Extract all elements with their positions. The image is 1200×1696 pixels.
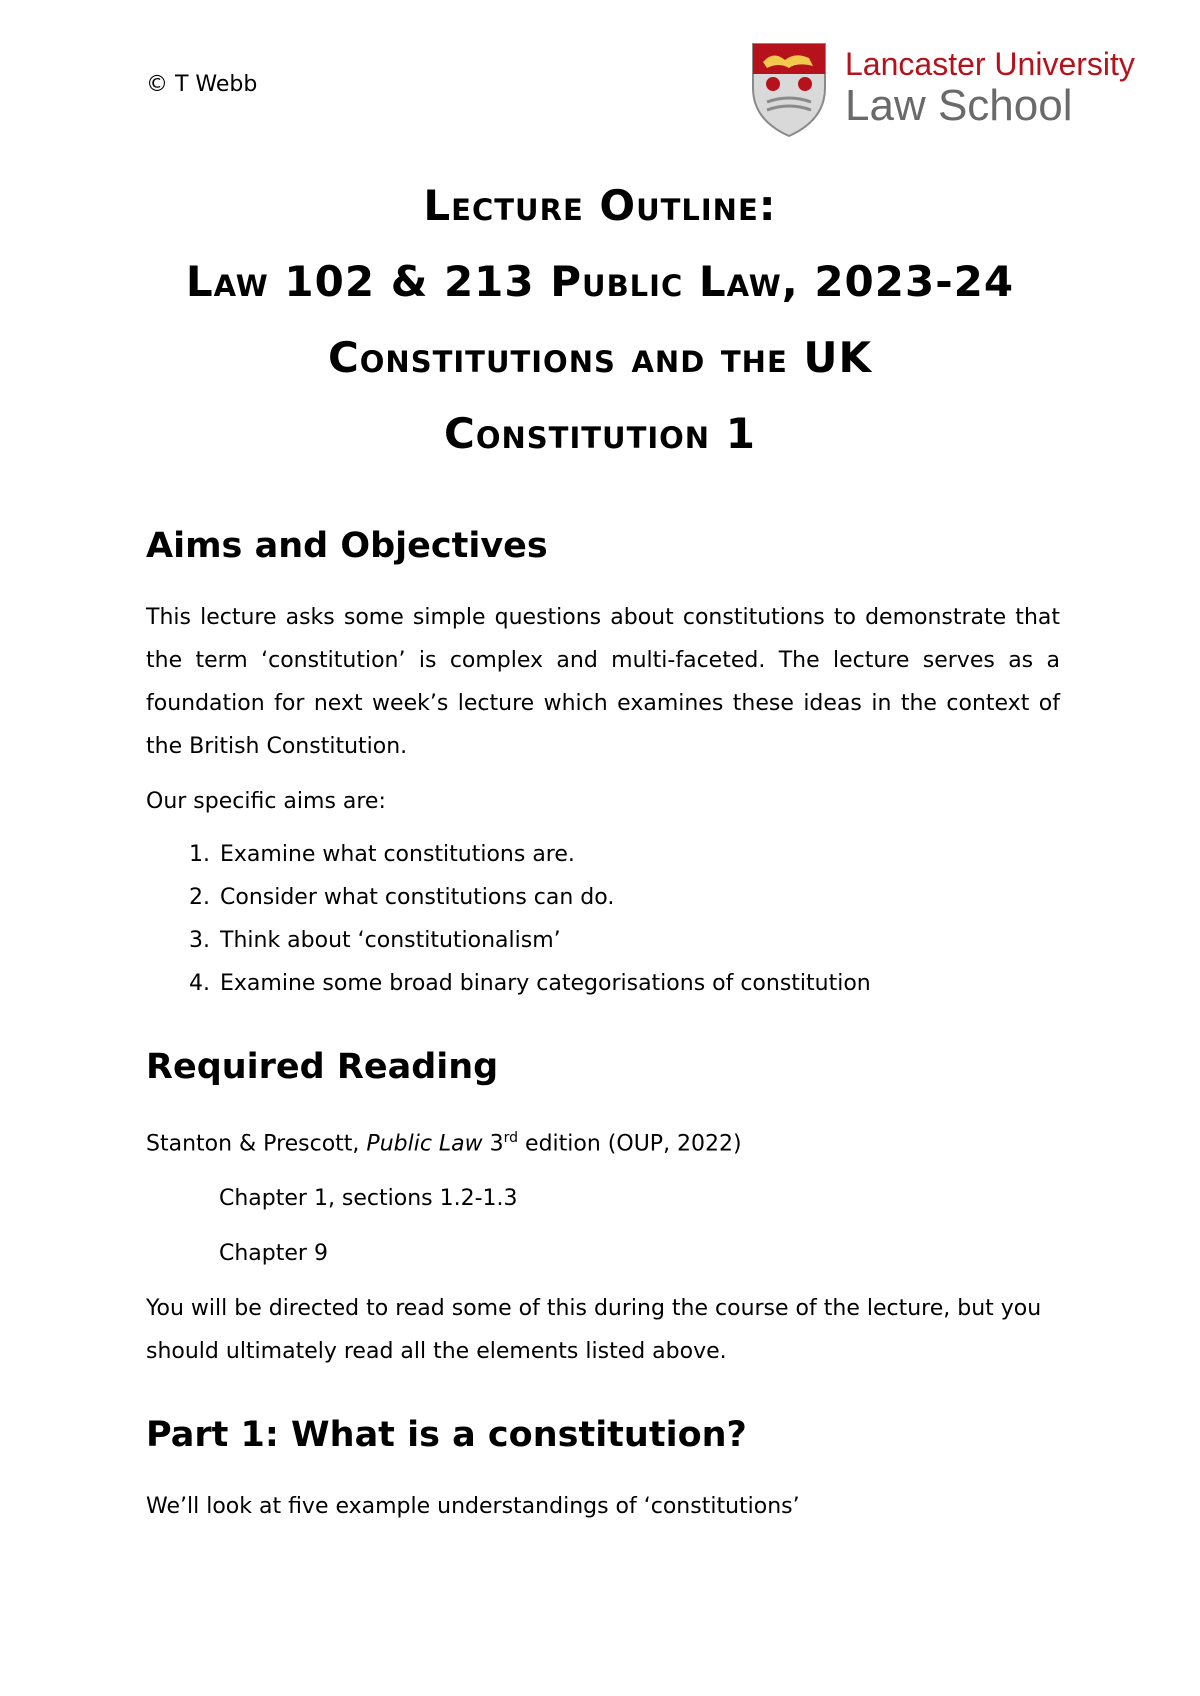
aims-intro: Our specific aims are: — [146, 789, 386, 814]
list-number: 2. — [189, 885, 210, 910]
title-line-2: Law 102 & 213 Public Law, 2023-24 — [185, 257, 1015, 306]
copyright-notice: © T Webb — [146, 72, 258, 97]
reading-chapter-9: Chapter 9 — [219, 1241, 328, 1267]
list-item — [146, 876, 1060, 919]
part1-heading: Part 1: What is a constitution? — [146, 1415, 747, 1456]
title-line-1: Lecture Outline: — [423, 181, 777, 230]
logo-university-name: Lancaster University — [845, 46, 1135, 82]
list-number: 3. — [189, 928, 210, 953]
list-item — [146, 833, 1060, 876]
document-title — [0, 178, 1200, 482]
reading-citation — [146, 1117, 1060, 1165]
crest-icon — [749, 40, 829, 140]
logo-school-name: Law School — [845, 81, 1073, 130]
citation-edition-suffix: rd — [503, 1130, 519, 1146]
title-line-4: Constitution 1 — [444, 409, 756, 458]
part1-intro: We’ll look at five example understandings of ‘constitutions’ — [146, 1494, 800, 1520]
aims-heading: Aims and Objectives — [146, 526, 548, 566]
citation-edition-number: 3 — [482, 1131, 504, 1157]
aims-paragraph: This lecture asks some simple questions about constitutions to demonstrate that the term ‘constitution’ is complex and multi-faceted. The lecture serves as a foundation for next week’s lecture which examines these ideas in the context of the British Constitution. — [146, 605, 1060, 759]
university-logo — [749, 40, 1135, 140]
citation-authors: Stanton & Prescott, — [146, 1131, 367, 1157]
citation-publisher: edition (OUP, 2022) — [518, 1131, 742, 1157]
reading-chapter-1: Chapter 1, sections 1.2-1.3 — [219, 1186, 518, 1212]
list-text: Examine what constitutions are. — [220, 842, 575, 867]
list-item — [146, 962, 1060, 1005]
reading-note: You will be directed to read some of this during the course of the lecture, but you should ultimately read all the elements listed above. — [146, 1296, 1042, 1365]
list-item — [146, 919, 1060, 962]
list-text: Consider what constitutions can do. — [220, 885, 615, 910]
reading-heading: Required Reading — [146, 1047, 499, 1087]
logo-wordmark — [845, 46, 1135, 130]
citation-title: Public Law — [366, 1131, 483, 1157]
document-body — [146, 522, 1060, 1528]
list-text: Examine some broad binary categorisations of constitution — [220, 971, 871, 996]
list-number: 4. — [189, 971, 210, 996]
list-text: Think about ‘constitutionalism’ — [220, 928, 561, 953]
list-number: 1. — [189, 842, 210, 867]
title-line-3: Constitutions and the UK — [327, 333, 873, 382]
aims-list — [146, 833, 1060, 1005]
